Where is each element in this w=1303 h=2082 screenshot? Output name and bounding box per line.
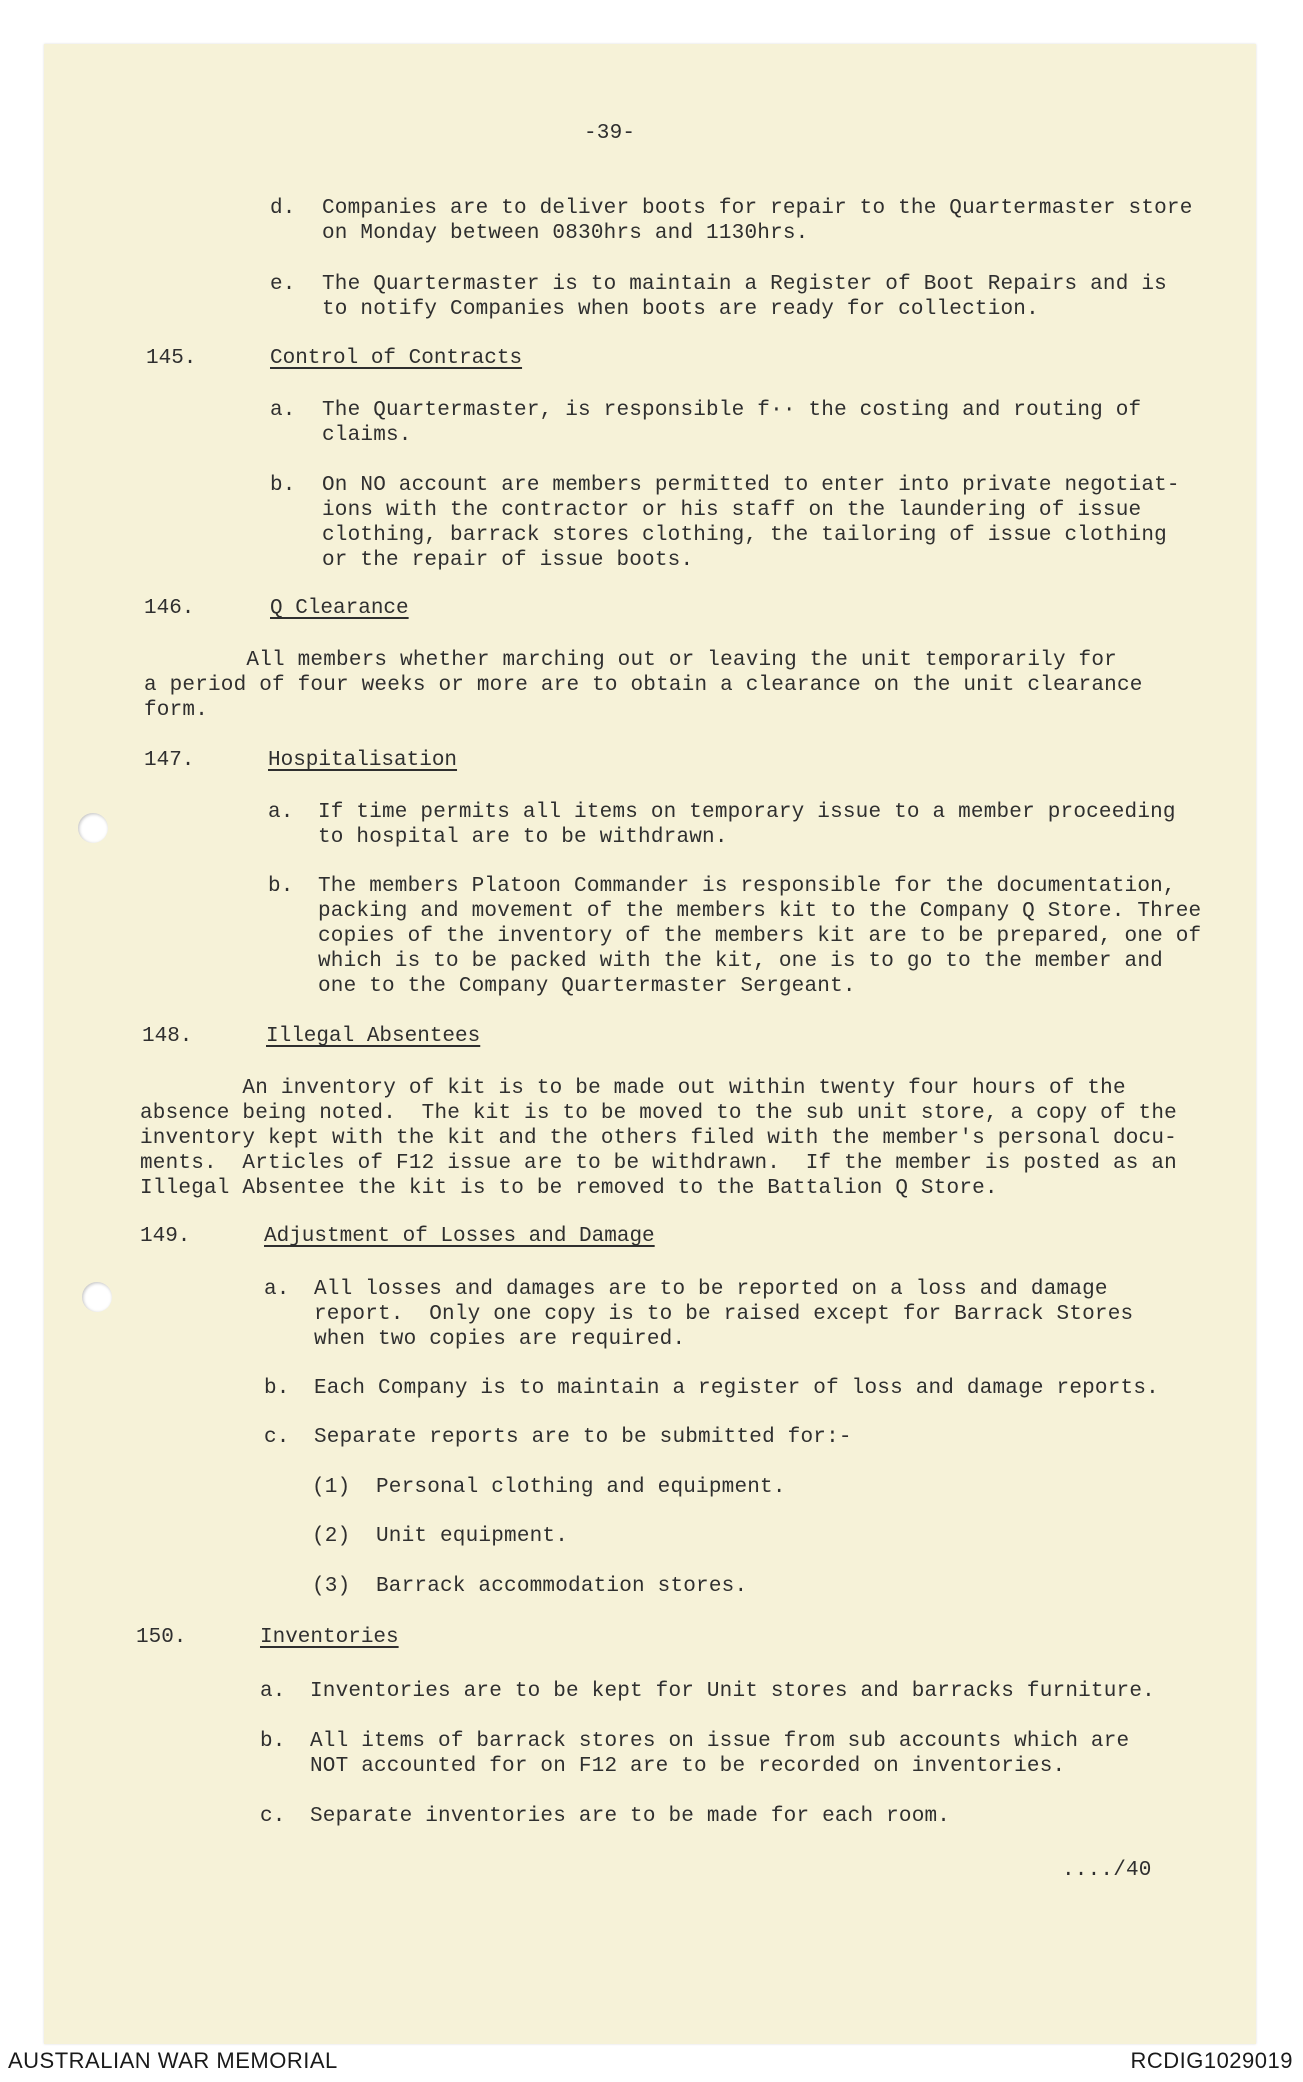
punch-hole	[82, 1282, 112, 1312]
section-number: 148.	[142, 1025, 193, 1048]
paragraph: The members Platoon Commander is responsible for the documentation, packing and movement of the members kit to the Company Q Store. Three copies of the inventory of the members kit are to be prepared, one of which is to be packed with the kit, one is to go to the member and one to the Company Quartermaster Sergeant.	[318, 875, 1202, 998]
section-heading: Inventories	[260, 1626, 399, 1649]
sub-item-number: (2)	[312, 1525, 351, 1548]
sub-item-number: (3)	[312, 1575, 351, 1598]
section-number: 147.	[144, 749, 195, 772]
paragraph: An inventory of kit is to be made out within twenty four hours of the absence being noted. The kit is to be moved to the sub unit store, a copy of the inventory kept with the kit and the others filed with the member's personal docu- ments. Articles of F12 issue are to be withdrawn. If the member is posted as an Illegal Absentee the kit is to be removed to the Battalion Q Store.	[140, 1077, 1177, 1200]
item-letter: a.	[260, 1680, 286, 1703]
page-number: -39-	[584, 122, 636, 145]
item-letter: a.	[264, 1278, 290, 1301]
section-number: 146.	[144, 597, 195, 620]
paragraph: The Quartermaster, is responsible f·· the costing and routing of claims.	[322, 399, 1142, 447]
section-heading: Hospitalisation	[268, 749, 458, 772]
section-number: 150.	[136, 1626, 187, 1649]
paragraph: If time permits all items on temporary issue to a member proceeding to hospital are to be withdrawn.	[318, 801, 1176, 849]
footer-source: AUSTRALIAN WAR MEMORIAL	[8, 2048, 338, 2073]
sub-item-text: Barrack accommodation stores.	[376, 1575, 748, 1598]
sub-item-number: (1)	[312, 1476, 351, 1499]
section-heading: Q Clearance	[270, 597, 409, 620]
paragraph: All losses and damages are to be reported on a loss and damage report. Only one copy is to be raised except for Barrack Stores when two copies are required.	[314, 1278, 1134, 1351]
punch-hole	[78, 813, 108, 843]
section-heading: Adjustment of Losses and Damage	[264, 1225, 655, 1248]
sub-item-text: Unit equipment.	[376, 1525, 569, 1548]
paragraph: Separate reports are to be submitted for:-	[314, 1426, 852, 1449]
paragraph: All members whether marching out or leaving the unit temporarily for a period of four weeks or more are to obtain a clearance on the unit clearance form.	[144, 649, 1143, 722]
sub-item-text: Personal clothing and equipment.	[376, 1476, 786, 1499]
item-letter: b.	[264, 1377, 290, 1400]
paragraph-d: Companies are to deliver boots for repair to the Quartermaster store on Monday between 0830hrs and 1130hrs.	[322, 197, 1193, 245]
paragraph: Each Company is to maintain a register of loss and damage reports.	[314, 1377, 1159, 1400]
continuation-marker: ..../40	[1062, 1859, 1152, 1882]
item-letter: c.	[260, 1805, 286, 1828]
section-number: 145.	[146, 347, 197, 370]
paragraph: All items of barrack stores on issue from sub accounts which are NOT accounted for on F12 are to be recorded on inventories.	[310, 1730, 1130, 1778]
paragraph: On NO account are members permitted to enter into private negotiat- ions with the contractor or his staff on the laundering of issue clothing, barrack stores clothing, the tailoring of issue clothing or the repair of issue boots.	[322, 474, 1180, 572]
section-heading: Illegal Absentees	[266, 1025, 481, 1048]
item-letter: b.	[270, 474, 296, 497]
paragraph-e: The Quartermaster is to maintain a Register of Boot Repairs and is to notify Companies when boots are ready for collection.	[322, 273, 1167, 321]
footer-record-id: RCDIG1029019	[1130, 2048, 1293, 2073]
paragraph: Inventories are to be kept for Unit stores and barracks furniture.	[310, 1680, 1155, 1703]
section-number: 149.	[140, 1225, 191, 1248]
section-heading: Control of Contracts	[270, 347, 523, 370]
item-letter: d.	[270, 197, 296, 220]
item-letter: a.	[268, 801, 294, 824]
item-letter: b.	[260, 1730, 286, 1753]
item-letter: b.	[268, 875, 294, 898]
item-letter: e.	[270, 273, 296, 296]
item-letter: a.	[270, 399, 296, 422]
paragraph: Separate inventories are to be made for each room.	[310, 1805, 951, 1828]
item-letter: c.	[264, 1426, 290, 1449]
